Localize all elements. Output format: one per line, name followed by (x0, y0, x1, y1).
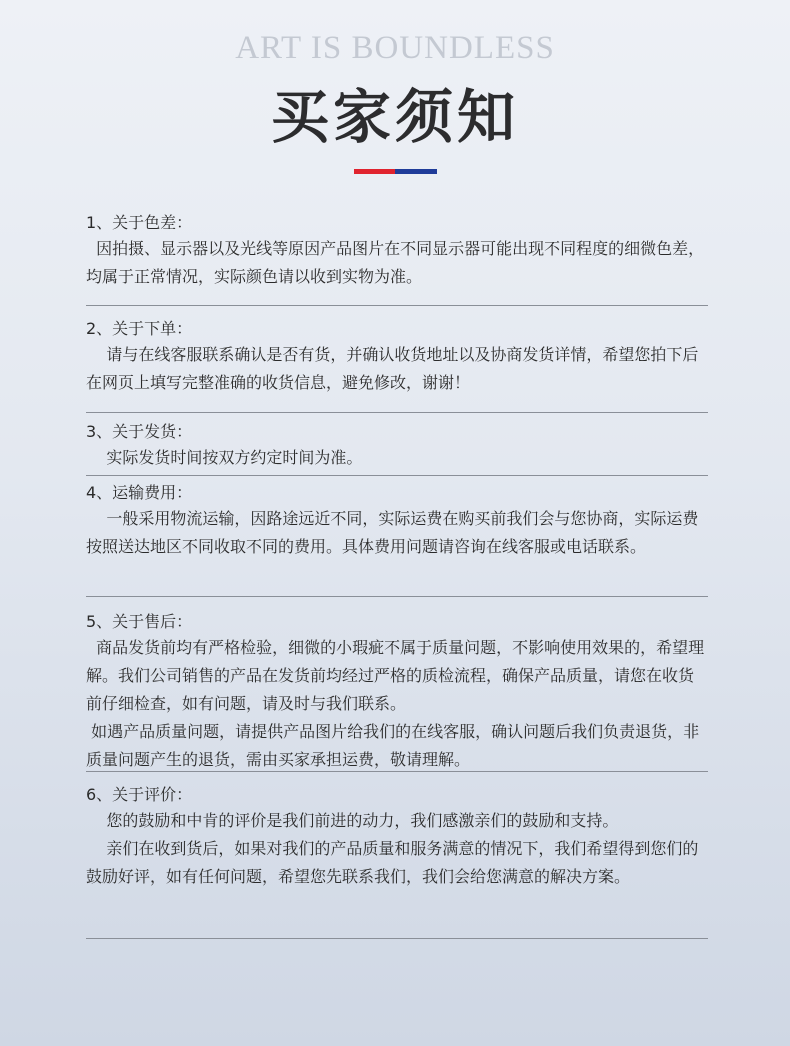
section-shipping (86, 413, 708, 476)
section-paragraph: 亲们在收到货后，如果对我们的产品质量和服务满意的情况下，我们希望得到您们的鼓励好评，如有任何问题，希望您先联系我们，我们会给您满意的解决方案。 (86, 839, 699, 886)
header-subtitle: ART IS BOUNDLESS (235, 30, 555, 66)
section-paragraph: 实际发货时间按双方约定时间为准。 (86, 448, 363, 467)
section-reviews (86, 772, 708, 939)
section-paragraph: 商品发货前均有严格检验，细微的小瑕疵不属于质量问题，不影响使用效果的，希望理解。我们公司销售的产品在发货前均经过严格的质检流程，确保产品质量，请您在收货前仔细检查，如有问题，请及时与我们联系。 (86, 638, 705, 713)
section-paragraph: 一般采用物流运输，因路途远近不同，实际运费在购买前我们会与您协商，实际运费按照送达地区不同收取不同的费用。具体费用问题请咨询在线客服或电话联系。 (86, 509, 699, 556)
section-title: 1、关于色差： (86, 213, 193, 232)
section-color-difference (86, 206, 708, 306)
section-paragraph: 因拍摄、显示器以及光线等原因产品图片在不同显示器可能出现不同程度的细微色差，均属于正常情况，实际颜色请以收到实物为准。 (86, 239, 705, 286)
section-title: 3、关于发货： (86, 422, 193, 441)
section-paragraph: 如遇产品质量问题，请提供产品图片给我们的在线客服，确认问题后我们负责退货，非质量问题产生的退货，需由买家承担运费，敬请理解。 (86, 722, 700, 769)
section-after-sales (86, 597, 708, 772)
notice-content (86, 206, 708, 939)
section-freight-cost (86, 476, 708, 597)
section-paragraph: 请与在线客服联系确认是否有货，并确认收货地址以及协商发货详情，希望您拍下后在网页上填写完整准确的收货信息，避免修改，谢谢！ (86, 345, 699, 392)
section-title: 5、关于售后： (86, 612, 193, 631)
section-title: 6、关于评价： (86, 785, 193, 804)
section-title: 4、运输费用： (86, 483, 193, 502)
section-title: 2、关于下单： (86, 319, 193, 338)
accent-divider-blue (395, 169, 437, 174)
section-ordering (86, 306, 708, 413)
accent-divider-red (354, 169, 395, 174)
section-paragraph: 您的鼓励和中肯的评价是我们前进的动力，我们感激亲们的鼓励和支持。 (86, 811, 619, 830)
page-title: 买家须知 (270, 83, 519, 151)
accent-divider (354, 169, 437, 174)
